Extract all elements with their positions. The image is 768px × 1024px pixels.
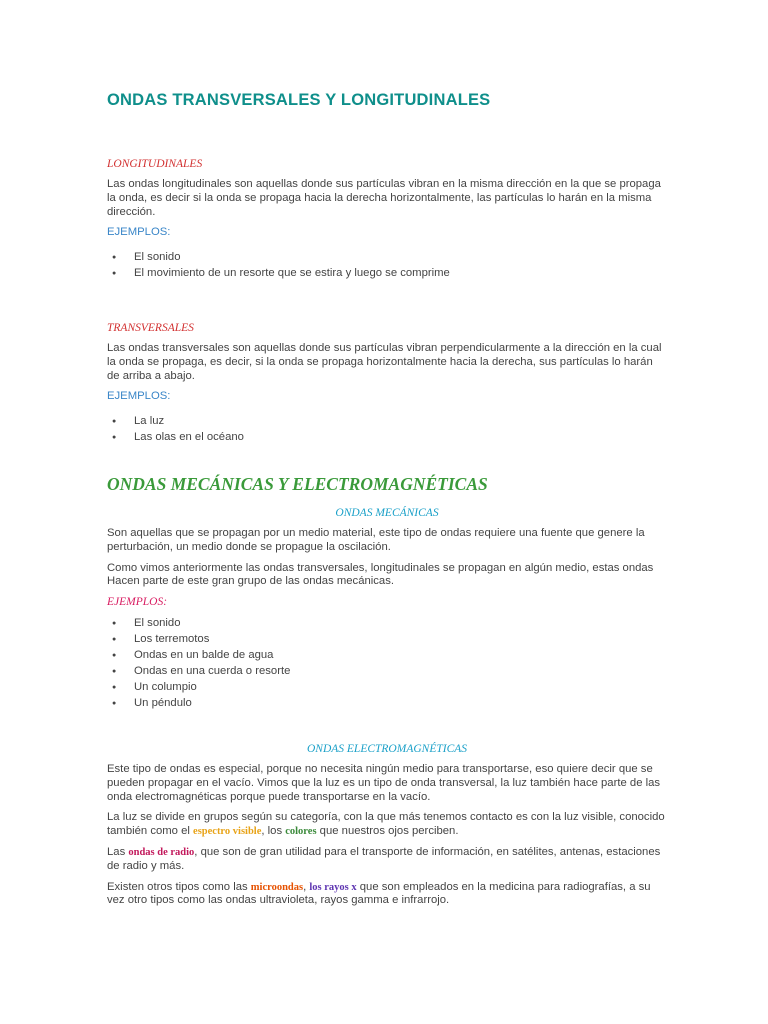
text-segment: , que son de gran utilidad para el transporte de información, en satélites, antenas, estaciones de radio y más. — [107, 845, 661, 872]
longitudinales-examples-list — [107, 250, 667, 282]
list-item: ● Un péndulo — [107, 696, 667, 712]
list-item: ● Las olas en el océano — [107, 430, 667, 446]
mecanicas-text1: Son aquellas que se propagan por un medio material, este tipo de ondas requiere una fuente que genere la perturbación, un medio donde se propague la oscilación. — [107, 527, 645, 553]
mecanicas-text2: Como vimos anteriormente las ondas transversales, longitudinales se propagan en algún medio, estas ondas Hacen parte de este gran grupo de las ondas mecánicas. — [107, 561, 654, 588]
mecanicas-section — [107, 507, 667, 712]
list-item: ● Ondas en un balde de agua — [107, 648, 667, 664]
page-title: ONDAS TRANSVERSALES Y LONGITUDINALES — [107, 91, 491, 109]
list-item: ● El sonido — [107, 250, 667, 266]
transversales-heading: TRANSVERSALES — [107, 322, 194, 334]
electromagneticas-text3 — [107, 846, 667, 874]
highlight-ondas-de-radio: ondas de radio — [128, 846, 195, 858]
section2-title: ONDAS MECÁNICAS Y ELECTROMAGNÉTICAS — [107, 474, 488, 494]
text-segment: que son empleados en la medicina para radiografías, a su vez otro tipos como las ondas ultravioleta, rayos gamma e infrarrojo. — [107, 880, 651, 907]
list-item: ● Los terremotos — [107, 632, 667, 648]
longitudinales-section — [107, 158, 667, 282]
text-segment: , — [303, 880, 310, 893]
mecanicas-heading: ONDAS MECÁNICAS — [335, 507, 439, 519]
text-segment: La luz se divide en grupos según su categoría, con la que más tenemos contacto es con la luz visible, conocido también como el — [107, 811, 665, 838]
electromagneticas-section — [107, 743, 667, 908]
transversales-text: Las ondas transversales son aquellas donde sus partículas vibran perpendicularmente a la dirección en la cual la onda se propaga, es decir, si la onda se propaga horizontalmente hacia la derecha, sus partículas lo harán de arriba a abajo. — [107, 342, 662, 382]
list-item: ● Ondas en una cuerda o resorte — [107, 664, 667, 680]
longitudinales-examples-label: EJEMPLOS: — [107, 226, 171, 239]
text-segment: Existen otros tipos como las — [107, 880, 251, 893]
transversales-examples-label: EJEMPLOS: — [107, 390, 171, 403]
list-item: ● El sonido — [107, 616, 667, 632]
mecanicas-examples-list — [107, 616, 667, 711]
electromagneticas-text2 — [107, 811, 667, 839]
transversales-section — [107, 322, 667, 446]
longitudinales-text: Las ondas longitudinales son aquellas donde sus partículas vibran en la misma dirección en la que se propaga la onda, es decir si la onda se propaga hacia la derecha horizontalmente, las partículas lo harán en la misma dirección. — [107, 178, 661, 218]
list-item: ● Un columpio — [107, 680, 667, 696]
list-item: ● El movimiento de un resorte que se estira y luego se comprime — [107, 266, 667, 282]
highlight-microondas: microondas — [250, 881, 304, 893]
mecanicas-examples-label: EJEMPLOS: — [107, 596, 168, 609]
highlight-rayos-x: los rayos x — [309, 881, 357, 893]
highlight-espectro-visible: espectro visible — [193, 826, 262, 838]
text-segment: , los — [261, 825, 286, 838]
text-segment: Las — [107, 845, 129, 858]
electromagneticas-text4 — [107, 881, 667, 909]
electromagneticas-heading: ONDAS ELECTROMAGNÉTICAS — [306, 743, 468, 755]
list-item: ● La luz — [107, 414, 667, 430]
longitudinales-heading: LONGITUDINALES — [107, 158, 203, 170]
highlight-colores: colores — [285, 826, 317, 838]
electromagneticas-text1: Este tipo de ondas es especial, porque no necesita ningún medio para transportarse, eso quiere decir que se pueden propagar en el vacío. Vimos que la luz es un tipo de onda transversal, la luz también hace parte de las onda electromagnéticas porque puede transportarse en la vacío. — [107, 763, 661, 803]
text-segment: que nuestros ojos perciben. — [316, 825, 459, 838]
transversales-examples-list — [107, 414, 667, 446]
